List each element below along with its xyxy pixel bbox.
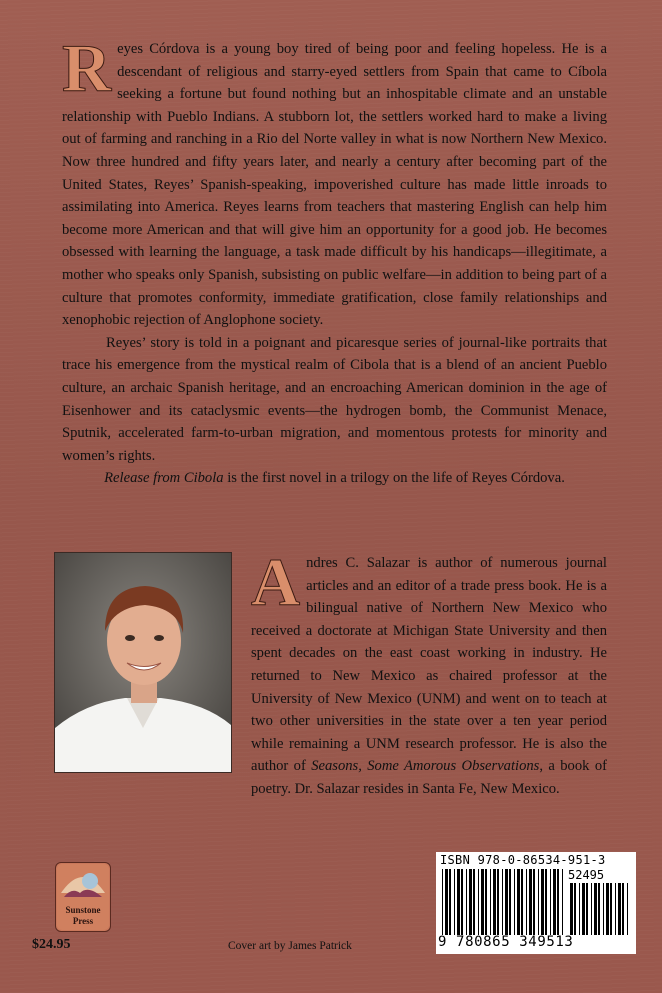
- blurb-paragraph-2: Reyes’ story is told in a poignant and picaresque series of journal-like portraits that trace his emergence from the mystical realm of Cibola that is a blend of an ancient Pueblo culture, an archaic Spanish heritage, and an encroaching American dominion in the age of Eisenhower and its cataclysmic events—the hydrogen bomb, the Communist Menace, Sputnik, accelerated farm-to-urban migration, and momentous protests for minority and women’s rights.: [62, 334, 607, 464]
- barcode-bar: [533, 869, 535, 935]
- barcode-bar: [618, 883, 621, 935]
- logo-text-line1: Sunstone: [65, 905, 101, 915]
- barcode-bar: [553, 869, 556, 935]
- barcode-bar: [562, 869, 563, 935]
- barcode-bar: [541, 869, 544, 935]
- author-portrait-icon: [55, 553, 231, 772]
- isbn-number: ISBN 978-0-86534-951-3: [440, 853, 606, 867]
- barcode-bar: [606, 883, 609, 935]
- blurb-paragraph-1: [62, 30, 607, 332]
- barcode-bar: [481, 869, 484, 935]
- addon-bars: [570, 883, 630, 935]
- bio-text-2: , a book of poetry. Dr. Salazar resides in Santa Fe, New Mexico.: [251, 758, 607, 797]
- barcode-bar: [454, 869, 455, 935]
- barcode-digits: 9 780865 349513: [438, 934, 574, 950]
- drop-cap-a: A: [251, 544, 301, 620]
- barcode-bar: [574, 883, 576, 935]
- bio-book-title: Seasons, Some Amorous Observations: [311, 758, 540, 775]
- barcode-bar: [582, 883, 585, 935]
- barcode-bar: [557, 869, 559, 935]
- barcode-bar: [466, 869, 467, 935]
- barcode-bar: [505, 869, 508, 935]
- barcode-bar: [627, 883, 628, 935]
- ean13-bars: [442, 869, 564, 935]
- barcode-bar: [615, 883, 616, 935]
- barcode-bar: [502, 869, 503, 935]
- barcode-bar: [490, 869, 491, 935]
- price: $24.95: [32, 937, 71, 952]
- barcode-bar: [538, 869, 539, 935]
- barcode-bar: [603, 883, 604, 935]
- blurb-text-3: is the first novel in a trilogy on the life of Reyes Córdova.: [223, 470, 565, 487]
- blurb-text-1: eyes Córdova is a young boy tired of being poor and feeling hopeless. He is a descendant of religious and starry-eyed settlers from Spain that came to Cíbola seeking a fortune but found nothing but an inhospitable climate and an unstable relationship with Pueblo Indians. A stubborn lot, the settlers worked hard to make a living out of farming and ranching in a Rio del Norte valley in what is now Northern New Mexico. Now three hundred and fifty years later, and nearly a century after becoming part of the United States, Reyes’ Spanish-speaking, impoverished culture has made little inroads to assimilating into America. Reyes learns from teachers that mastering English can help him become more American and that will give him an opportunity for a good job. He becomes obsessed with learning the language, a task made difficult by his handicaps—illegitimate, a mother who speaks only Spanish, subsisting on public welfare—in addition to being part of a culture that promotes conformity, immediate gratification, close family relationships and xenophobic rejection of Anglophone society.: [62, 41, 607, 329]
- author-bio: [251, 544, 607, 801]
- book-title: Release from Cibola: [104, 470, 224, 487]
- cover-art-credit: Cover art by James Patrick: [228, 940, 352, 952]
- barcode-bar: [529, 869, 532, 935]
- barcode-bar: [469, 869, 472, 935]
- back-cover-blurb: [62, 30, 607, 490]
- bio-text-1: ndres C. Salazar is author of numerous journal articles and an editor of a trade press book. He is a bilingual native of Northern New Mexico who received a doctorate at Michigan State University and then spent decades on the east coast working in industry. He returned to New Mexico as chaired professor at the University of New Mexico (UNM) and went on to teach at two other universities in the state over a ten year period while remaining a UNM research professor. He is also the author of: [251, 555, 607, 775]
- barcode-bar: [497, 869, 499, 935]
- price-code: 52495: [568, 868, 605, 882]
- blurb-paragraph-3: [62, 467, 607, 490]
- author-photo: [54, 552, 232, 773]
- barcode-bar: [473, 869, 475, 935]
- barcode-bar: [445, 869, 448, 935]
- logo-text-line2: Press: [72, 916, 94, 926]
- barcode-bar: [517, 869, 520, 935]
- isbn-barcode: [436, 852, 636, 954]
- barcode-bar: [579, 883, 580, 935]
- barcode-bar: [521, 869, 523, 935]
- barcode-bar: [594, 883, 597, 935]
- barcode-bar: [622, 883, 624, 935]
- barcode-bar: [550, 869, 551, 935]
- barcode-bar: [598, 883, 600, 935]
- barcode-bar: [570, 883, 573, 935]
- barcode-bar: [442, 869, 443, 935]
- barcode-bar: [509, 869, 511, 935]
- barcode-bar: [526, 869, 527, 935]
- barcode-bar: [514, 869, 515, 935]
- barcode-bar: [485, 869, 487, 935]
- barcode-bar: [478, 869, 479, 935]
- publisher-logo: [55, 862, 111, 932]
- sunstone-press-logo-icon: [56, 863, 110, 931]
- barcode-bar: [610, 883, 612, 935]
- barcode-bar: [493, 869, 496, 935]
- barcode-bar: [586, 883, 588, 935]
- barcode-bar: [457, 869, 460, 935]
- barcode-bar: [591, 883, 592, 935]
- barcode-bar: [449, 869, 451, 935]
- barcode-bar: [461, 869, 463, 935]
- drop-cap-r: R: [62, 30, 112, 106]
- barcode-bar: [545, 869, 547, 935]
